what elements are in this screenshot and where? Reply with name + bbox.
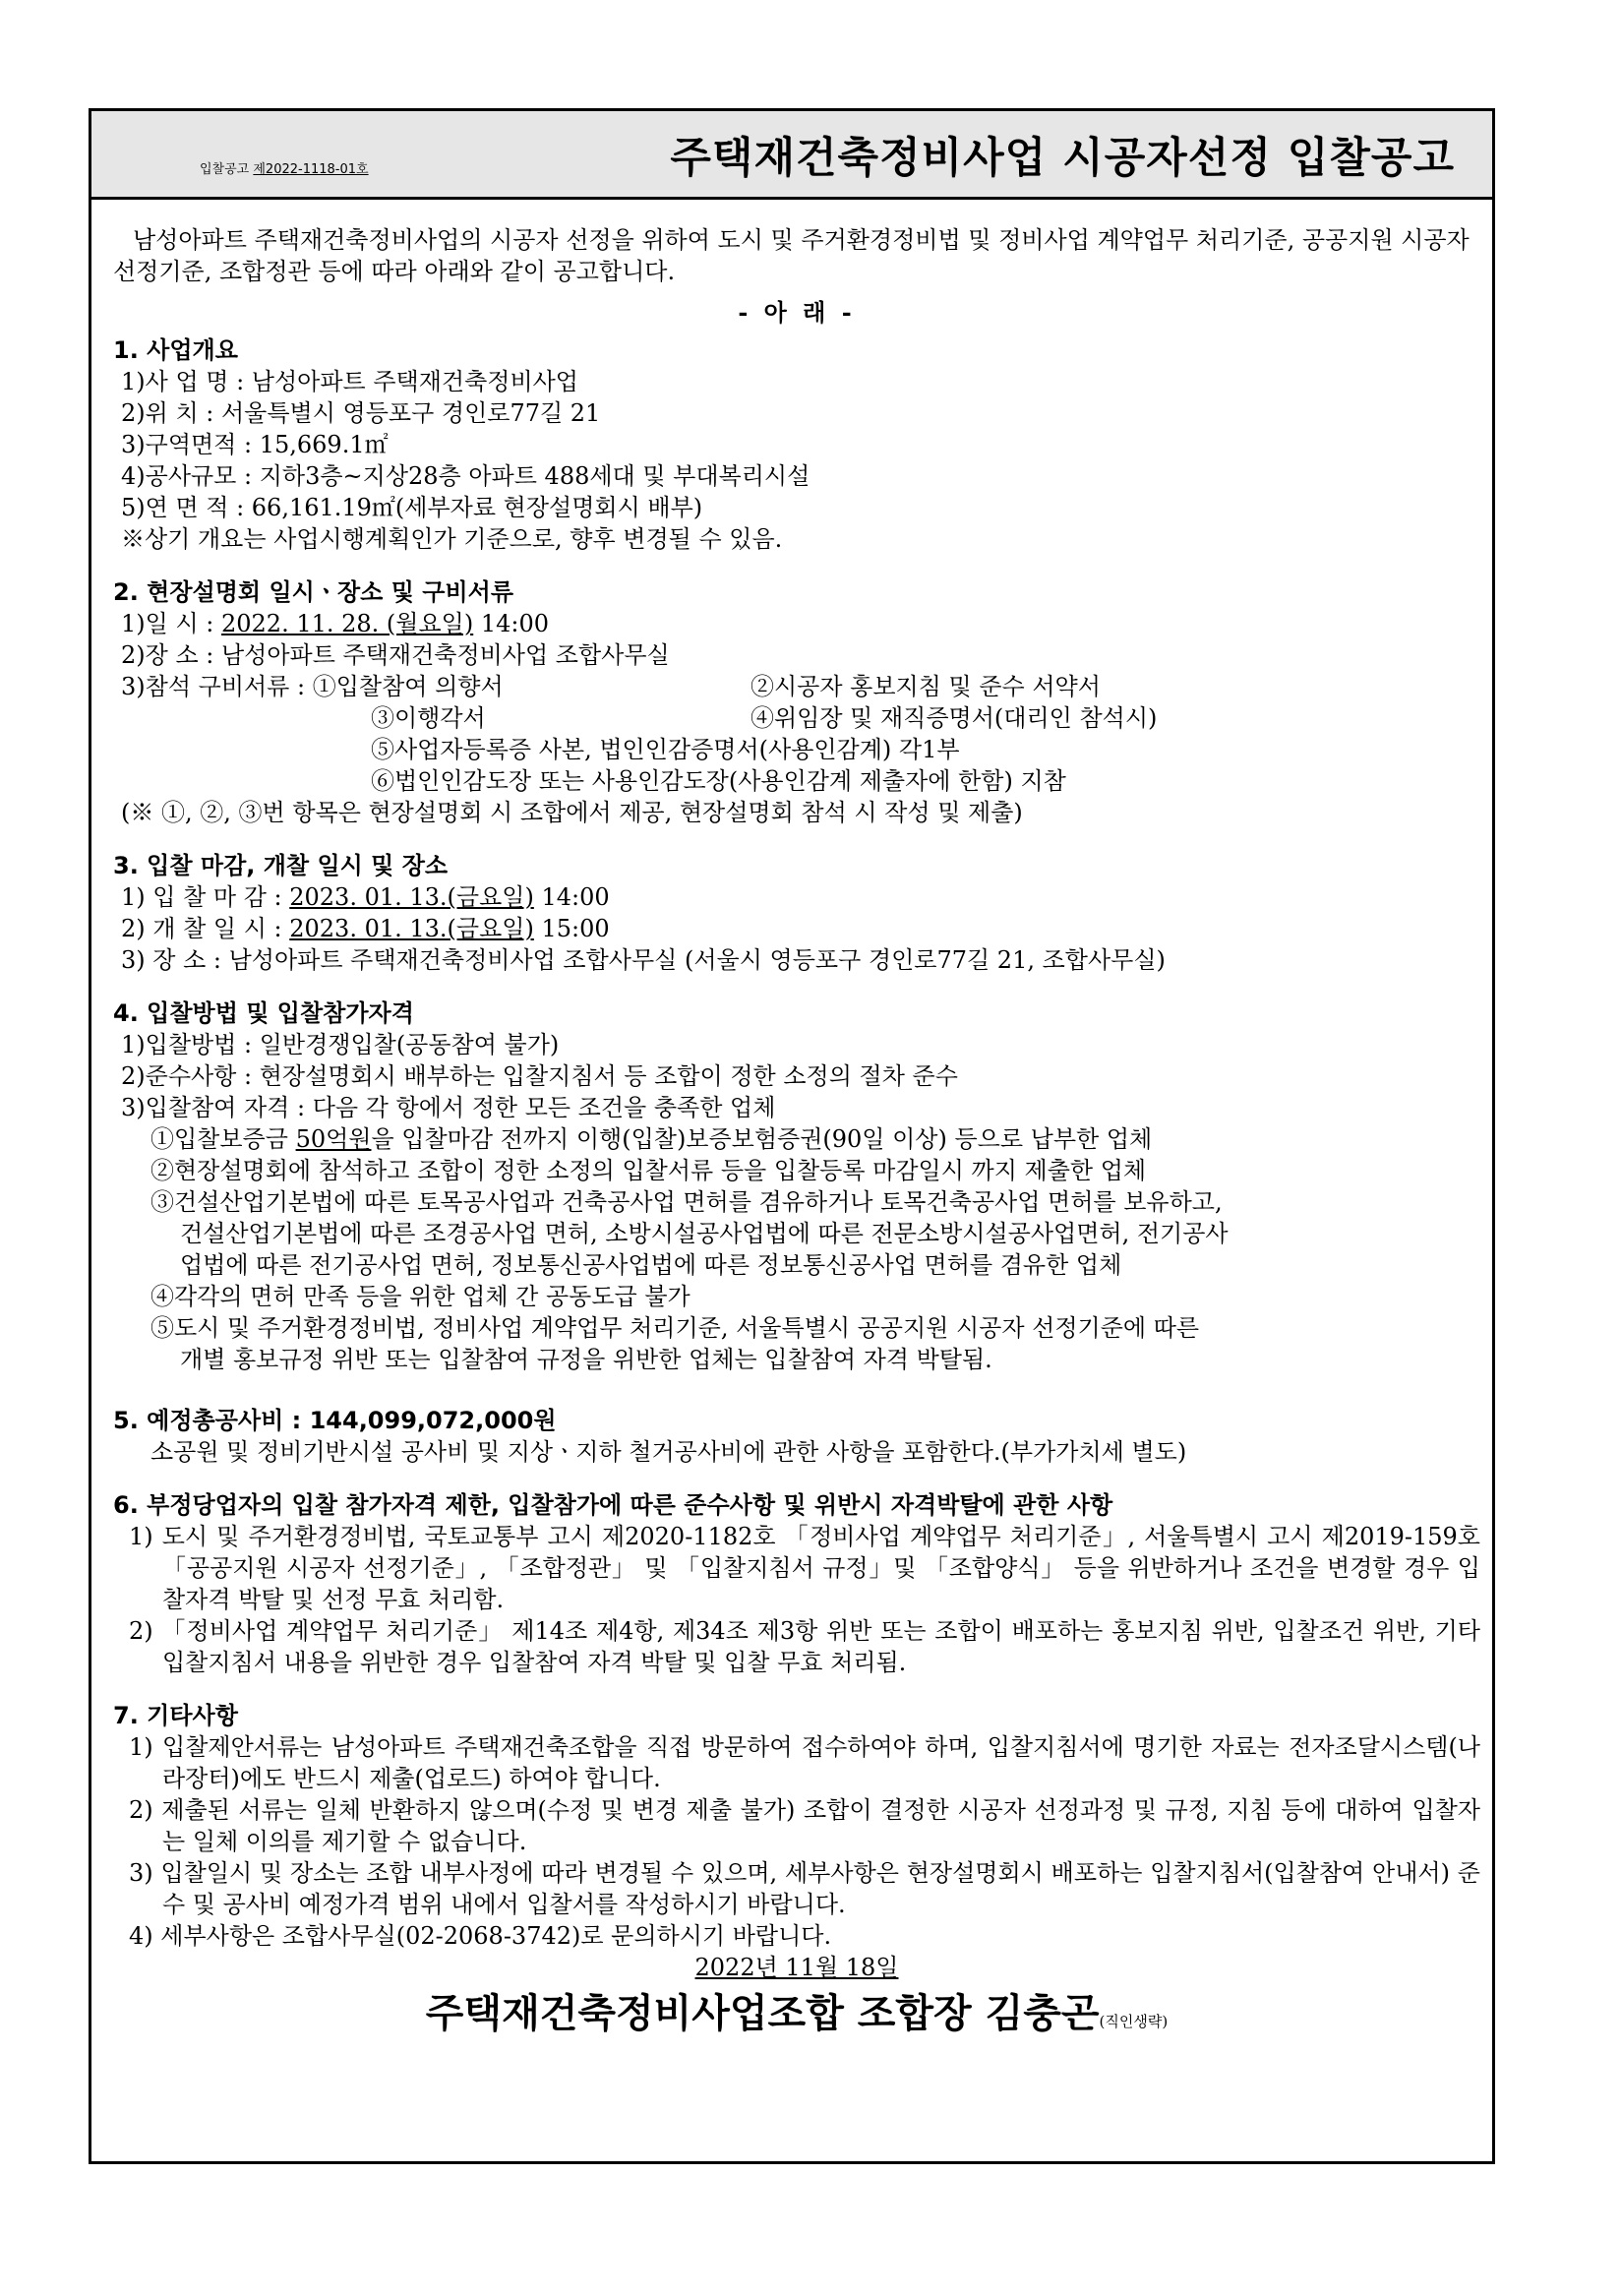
s2-line-1	[113, 608, 1480, 639]
s7-para-2: 2) 제출된 서류는 일체 반환하지 않으며(수정 및 변경 제출 불가) 조합이 결정한 시공자 선정과정 및 규정, 지침 등에 대하여 입찰자는 일체 이의를 제기할 수 없습니다.	[129, 1796, 1480, 1855]
notice-body	[113, 224, 1480, 2046]
s4-line-2: 2)준수사항 : 현장설명회시 배부하는 입찰지침서 등 조합이 정한 소정의 절차 준수	[121, 1062, 958, 1090]
s4-line-3: 3)입찰참여 자격 : 다음 각 항에서 정한 모든 조건을 충족한 업체	[121, 1094, 776, 1121]
s6-para-2: 2) 「정비사업 계약업무 처리기준」 제14조 제4항, 제34조 제3항 위반 또는 조합이 배포하는 홍보지침 위반, 입찰조건 위반, 기타 입찰지침서 내용을 위반한 경우 입찰참여 자격 박탈 및 입찰 무효 처리됨.	[129, 1617, 1480, 1676]
s2-l1-label: 1)일 시 :	[121, 610, 221, 637]
s3-l2-label: 2) 개 찰 일 시 :	[121, 915, 290, 942]
s3-line-2	[113, 913, 1480, 944]
s5-amount: 144,099,072,000원	[309, 1407, 557, 1434]
s3-l2-date: 2023. 01. 13.(금요일)	[289, 915, 534, 942]
s2-line-5: ⑤사업자등록증 사본, 법인인감증명서(사용인감계) 각1부	[371, 736, 960, 763]
s4-item-3a: ③건설산업기본법에 따른 토목공사업과 건축공사업 면허를 겸유하거나 토목건축공사업 면허를 보유하고,	[150, 1188, 1223, 1216]
section-6-title: 6. 부정당업자의 입찰 참가자격 제한, 입찰참가에 따른 준수사항 및 위반시 자격박탈에 관한 사항	[113, 1491, 1113, 1519]
s1-line-1: 1)사 업 명 : 남성아파트 주택재건축정비사업	[121, 368, 578, 395]
notice-number-label: 입찰공고	[200, 162, 250, 177]
section-2-title: 2. 현장설명회 일시ㆍ장소 및 구비서류	[113, 578, 513, 606]
s2-l1-date: 2022. 11. 28. (월요일)	[220, 610, 474, 637]
s4-item-3c: 업법에 따른 전기공사업 면허, 정보통신공사업법에 따른 정보통신공사업 면허를 겸유한 업체	[180, 1251, 1122, 1279]
notice-number	[200, 158, 369, 177]
s2-note: (※ ①, ②, ③번 항목은 현장설명회 시 조합에서 제공, 현장설명회 참석 시 작성 및 제출)	[121, 799, 1023, 826]
s2-l1-time: 14:00	[473, 610, 549, 637]
section-4-title: 4. 입찰방법 및 입찰참가자격	[113, 999, 414, 1027]
s1-line-4: 4)공사규모 : 지하3층~지상28층 아파트 488세대 및 부대복리시설	[121, 462, 810, 490]
s3-l1-date: 2023. 01. 13.(금요일)	[289, 883, 534, 911]
s3-l1-label: 1) 입 찰 마 감 :	[121, 883, 290, 911]
s2-line-3	[113, 671, 1480, 702]
s4-item-2: ②현장설명회에 참석하고 조합이 정한 소정의 입찰서류 등을 입찰등록 마감일시 까지 제출한 업체	[150, 1157, 1147, 1184]
section-5-title	[113, 1405, 1480, 1436]
notice-number-value: 제2022-1118-01호	[253, 162, 369, 177]
s3-l1-time: 14:00	[533, 883, 610, 911]
s2-line-4	[113, 702, 1480, 734]
s5-line-1: 소공원 및 정비기반시설 공사비 및 지상ㆍ지하 철거공사비에 관한 사항을 포함한다.(부가가치세 별도)	[150, 1438, 1187, 1466]
signer-line	[113, 1989, 1480, 2046]
s1-line-5: 5)연 면 적 : 66,161.19㎡(세부자료 현장설명회시 배부)	[121, 494, 703, 521]
section-7-title: 7. 기타사항	[113, 1702, 238, 1729]
s3-line-3: 3) 장 소 : 남성아파트 주택재건축정비사업 조합사무실 (서울시 영등포구 경인로77길 21, 조합사무실)	[121, 946, 1166, 974]
s4-item-1	[113, 1123, 1480, 1155]
s1-line-2: 2)위 치 : 서울특별시 영등포구 경인로77길 21	[121, 399, 601, 427]
s2-l4-b: ④위임장 및 재직증명서(대리인 참석시)	[750, 704, 1158, 732]
s7-para-1: 1) 입찰제안서류는 남성아파트 주택재건축조합을 직접 방문하여 접수하여야 하며, 입찰지침서에 명기한 자료는 전자조달시스템(나라장터)에도 반드시 제출(업로드) 하여야 합니다.	[129, 1733, 1480, 1792]
section-1-title: 1. 사업개요	[113, 336, 238, 364]
s4-c1-post: 을 입찰마감 전까지 이행(입찰)보증보험증권(90일 이상) 등으로 납부한 업체	[371, 1125, 1153, 1153]
s2-l4-a: ③이행각서	[371, 704, 486, 732]
s3-line-1	[113, 881, 1480, 913]
s1-note: ※상기 개요는 사업시행계획인가 기준으로, 향후 변경될 수 있음.	[121, 525, 783, 553]
notice-frame	[89, 108, 1495, 2164]
s4-c1-pre: ①입찰보증금	[150, 1125, 296, 1153]
section-3-title: 3. 입찰 마감, 개찰 일시 및 장소	[113, 852, 449, 879]
s4-item-5a: ⑤도시 및 주거환경정비법, 정비사업 계약업무 처리기준, 서울특별시 공공지원 시공자 선정기준에 따른	[150, 1314, 1200, 1342]
s4-line-1: 1)입찰방법 : 일반경쟁입찰(공동참여 불가)	[121, 1031, 560, 1058]
notice-date: 2022년 11월 18일	[694, 1954, 899, 1981]
page-title: 주택재건축정비사업 시공자선정 입찰공고	[670, 134, 1455, 183]
s2-line-6: ⑥법인인감도장 또는 사용인감도장(사용인감계 제출자에 한함) 지참	[371, 767, 1066, 795]
seal-note: (직인생략)	[1099, 2013, 1169, 2030]
notice-header	[91, 111, 1492, 200]
intro-paragraph: 남성아파트 주택재건축정비사업의 시공자 선정을 위하여 도시 및 주거환경정비법 및 정비사업 계약업무 처리기준, 공공지원 시공자 선정기준, 조합정관 등에 따라 아래와 같이 공고합니다.	[113, 226, 1470, 285]
s4-item-3b: 건설산업기본법에 따른 조경공사업 면허, 소방시설공사업법에 따른 전문소방시설공사업면허, 전기공사	[180, 1220, 1229, 1247]
s2-l3-b: ②시공자 홍보지침 및 준수 서약서	[750, 673, 1101, 700]
s4-item-5b: 개별 홍보규정 위반 또는 입찰참여 규정을 위반한 업체는 입찰참여 자격 박탈됨.	[180, 1346, 992, 1373]
s7-para-4: 4) 세부사항은 조합사무실(02-2068-3742)로 문의하시기 바랍니다.	[129, 1922, 832, 1950]
below-label: - 아 래 -	[738, 298, 856, 327]
s2-l3-a: 3)참석 구비서류 : ①입찰참여 의향서	[121, 673, 504, 700]
s4-c1-amount: 50억원	[295, 1125, 372, 1153]
s6-para-1: 1) 도시 및 주거환경정비법, 국토교통부 고시 제2020-1182호 「정비사업 계약업무 처리기준」, 서울특별시 고시 제2019-159호 「공공지원 시공자 선정기준」, 「조합정관」 및 「입찰지침서 규정」및 「조합양식」 등을 위반하거나 조건을 변경할 경우 입찰자격 박탈 및 선정 무효 처리함.	[129, 1523, 1480, 1613]
notice-date-line	[113, 1952, 1480, 1983]
s7-para-3: 3) 입찰일시 및 장소는 조합 내부사정에 따라 변경될 수 있으며, 세부사항은 현장설명회시 배포하는 입찰지침서(입찰참여 안내서) 준수 및 공사비 예정가격 범위 내에서 입찰서를 작성하시기 바랍니다.	[129, 1859, 1480, 1918]
s3-l2-time: 15:00	[533, 915, 610, 942]
s5-title-label: 5. 예정총공사비 :	[113, 1407, 310, 1434]
signer-name: 주택재건축정비사업조합 조합장 김충곤	[425, 1991, 1100, 2036]
s4-item-4: ④각각의 면허 만족 등을 위한 업체 간 공동도급 불가	[150, 1283, 690, 1310]
s1-line-3: 3)구역면적 : 15,669.1㎡	[121, 431, 389, 458]
s2-line-2: 2)장 소 : 남성아파트 주택재건축정비사업 조합사무실	[121, 641, 670, 669]
